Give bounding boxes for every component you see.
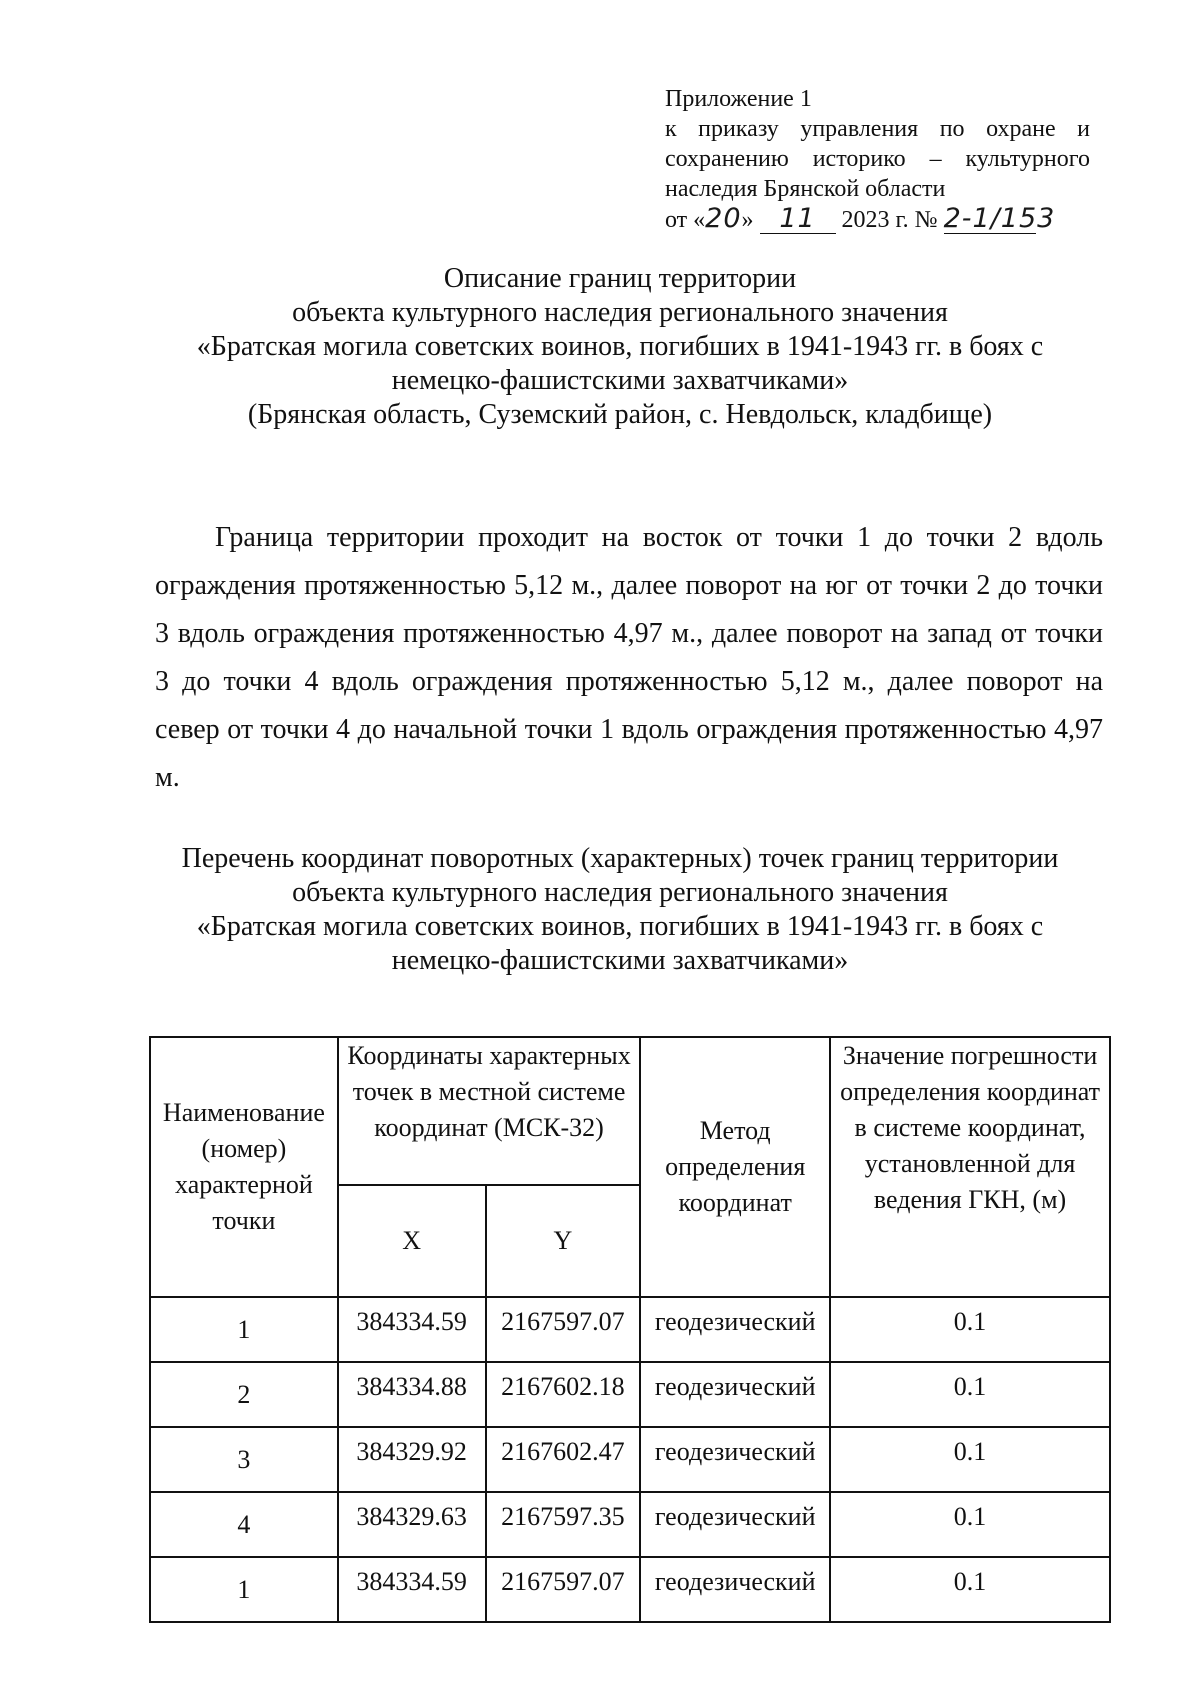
- order-number-field: [943, 203, 1056, 234]
- annex-line-2: сохранению историко – культурного: [665, 146, 1090, 172]
- title2-line-2: объекта культурного наследия регионального значения: [292, 877, 948, 908]
- header-error: Значение погрешности определения координат в системе координат, установленной для ведения ГКН, (м): [830, 1037, 1110, 1297]
- boundary-paragraph: Граница территории проходит на восток от точки 1 до точки 2 вдоль ограждения протяженностью 5,12 м., далее поворот на юг от точки 2 до точки 3 вдоль ограждения протяженностью 4,97 м., далее поворот на запад от точки 3 до точки 4 вдоль ограждения протяженностью 5,12 м., далее поворот на север от точки 4 до начальной точки 1 вдоль ограждения протяженностью 4,97 м.: [155, 522, 1103, 793]
- cell-x: 384334.59: [338, 1557, 486, 1622]
- coordinates-list-title: [120, 842, 1120, 978]
- cell-method: геодезический: [640, 1362, 830, 1427]
- date-year: 2023 г. №: [841, 207, 938, 233]
- cell-error: 0.1: [830, 1297, 1110, 1362]
- annex-date-line: [665, 204, 1090, 235]
- title1-line-1: Описание границ территории: [443, 263, 797, 294]
- title1-line-3: «Братская могила советских воинов, погибших в 1941-1943 гг. в боях с: [196, 331, 1044, 362]
- boundary-description-title: [120, 262, 1120, 432]
- handwritten-day: 20: [705, 203, 742, 234]
- cell-method: геодезический: [640, 1492, 830, 1557]
- cell-error: 0.1: [830, 1427, 1110, 1492]
- cell-x: 384334.88: [338, 1362, 486, 1427]
- cell-point: 1: [150, 1297, 338, 1362]
- title2-line-3: «Братская могила советских воинов, погибших в 1941-1943 гг. в боях с: [196, 911, 1044, 942]
- cell-point: 2: [150, 1362, 338, 1427]
- coordinates-table: [149, 1036, 1111, 1623]
- table-row: [150, 1557, 1110, 1622]
- title1-line-5: (Брянская область, Суземский район, с. Невдольск, кладбище): [247, 399, 993, 430]
- cell-error: 0.1: [830, 1492, 1110, 1557]
- handwritten-number: 2-1/153: [943, 203, 1056, 234]
- date-prefix: от «: [665, 207, 706, 233]
- cell-x: 384329.92: [338, 1427, 486, 1492]
- table-row: [150, 1492, 1110, 1557]
- cell-method: геодезический: [640, 1427, 830, 1492]
- table-row: [150, 1362, 1110, 1427]
- annex-block: [665, 84, 1090, 235]
- table-row: [150, 1297, 1110, 1362]
- cell-error: 0.1: [830, 1557, 1110, 1622]
- annex-title: Приложение 1: [665, 86, 812, 112]
- cell-error: 0.1: [830, 1362, 1110, 1427]
- cell-x: 384329.63: [338, 1492, 486, 1557]
- header-x: X: [338, 1185, 486, 1297]
- cell-point: 3: [150, 1427, 338, 1492]
- cell-method: геодезический: [640, 1297, 830, 1362]
- date-mid: »: [741, 207, 754, 233]
- header-method: Метод определения координат: [640, 1037, 830, 1297]
- title1-line-2: объекта культурного наследия регионального значения: [292, 297, 948, 328]
- header-point-name: Наименование (номер) характерной точки: [150, 1037, 338, 1297]
- cell-y: 2167597.07: [486, 1557, 641, 1622]
- header-y: Y: [486, 1185, 641, 1297]
- month-field: [760, 203, 836, 234]
- cell-y: 2167597.35: [486, 1492, 641, 1557]
- annex-line-1: к приказу управления по охране и: [665, 116, 1090, 142]
- cell-point: 1: [150, 1557, 338, 1622]
- title2-line-1: Перечень координат поворотных (характерных) точек границ территории: [181, 843, 1059, 874]
- cell-point: 4: [150, 1492, 338, 1557]
- title1-line-4: немецко-фашистскими захватчиками»: [391, 365, 849, 396]
- annex-line-3: наследия Брянской области: [665, 176, 946, 202]
- cell-y: 2167602.18: [486, 1362, 641, 1427]
- cell-y: 2167597.07: [486, 1297, 641, 1362]
- boundary-description-text: [155, 514, 1103, 802]
- handwritten-month: 11: [779, 203, 816, 234]
- cell-y: 2167602.47: [486, 1427, 641, 1492]
- cell-x: 384334.59: [338, 1297, 486, 1362]
- title2-line-4: немецко-фашистскими захватчиками»: [391, 945, 849, 976]
- table-row: [150, 1427, 1110, 1492]
- cell-method: геодезический: [640, 1557, 830, 1622]
- header-coordinates: Координаты характерных точек в местной системе координат (МСК-32): [338, 1037, 640, 1185]
